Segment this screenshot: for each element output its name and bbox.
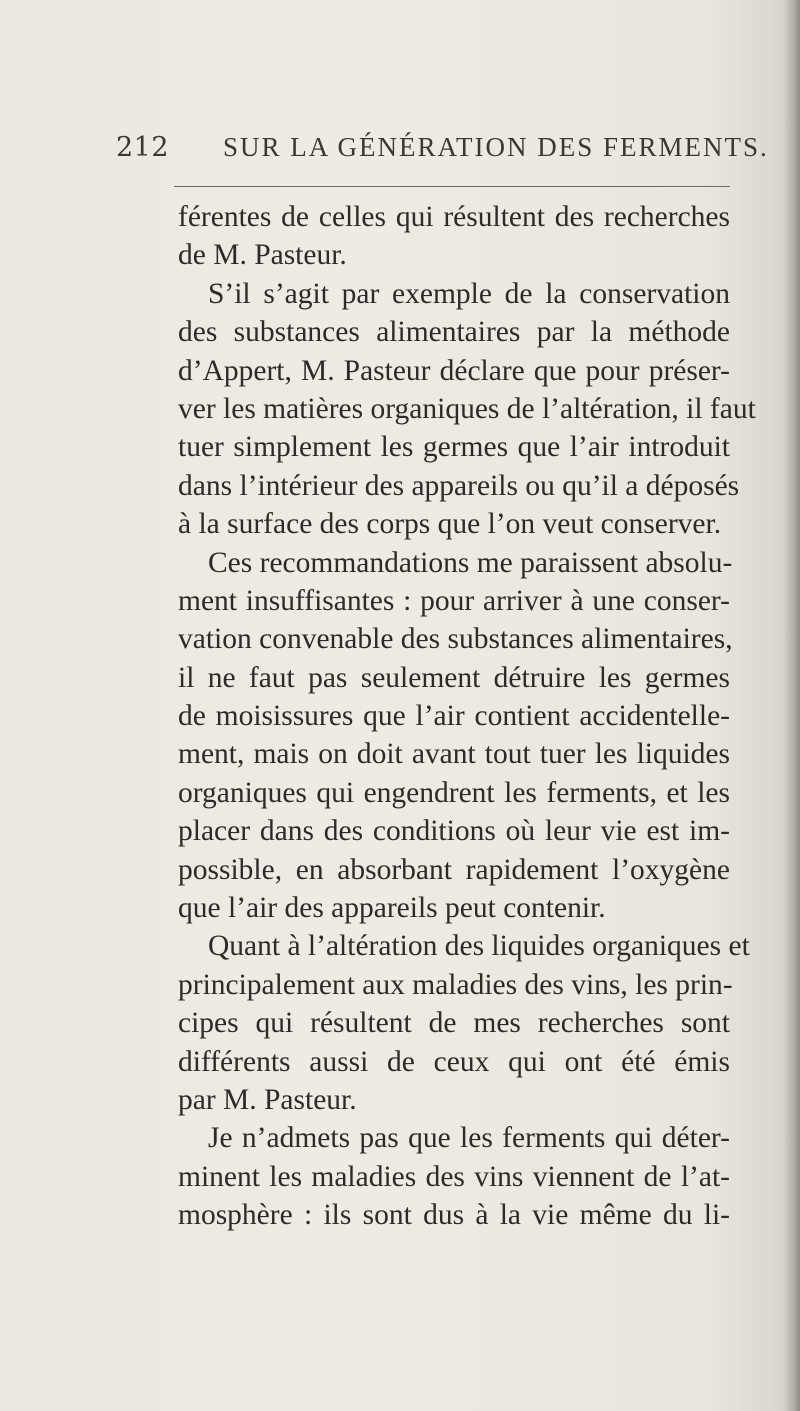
text-line: d’Appert, M. Pasteur déclare que pour préser- bbox=[178, 354, 730, 387]
text-line: S’il s’agit par exemple de la conservation bbox=[208, 277, 730, 310]
text-line: de M. Pasteur. bbox=[178, 239, 347, 272]
page-number: 212 bbox=[116, 132, 170, 163]
text-line: Je n’admets pas que les ferments qui déter- bbox=[208, 1122, 730, 1155]
text-line: différents aussi de ceux qui ont été émis bbox=[178, 1045, 730, 1078]
body-text bbox=[178, 198, 756, 1235]
text-line: vation convenable des substances alimentaires, bbox=[178, 623, 733, 656]
text-line: ment, mais on doit avant tout tuer les liquides bbox=[178, 738, 730, 771]
text-line: des substances alimentaires par la méthode bbox=[178, 316, 730, 349]
text-line: tuer simplement les germes que l’air introduit bbox=[178, 431, 730, 464]
text-line: il ne faut pas seulement détruire les germes bbox=[178, 661, 730, 694]
text-line: que l’air des appareils peut contenir. bbox=[178, 892, 606, 925]
text-line: de moisissures que l’air contient accidentelle- bbox=[178, 700, 730, 733]
text-line: cipes qui résultent de mes recherches sont bbox=[178, 1007, 730, 1040]
page-edge-shadow bbox=[784, 0, 800, 1411]
text-line: placer dans des conditions où leur vie est im- bbox=[178, 815, 730, 848]
text-line: mosphère : ils sont dus à la vie même du li- bbox=[178, 1199, 730, 1232]
running-title: SUR LA GÉNÉRATION DES FERMENTS. bbox=[223, 132, 769, 162]
header-rule bbox=[174, 186, 730, 187]
text-line: dans l’intérieur des appareils ou qu’il a déposés bbox=[178, 469, 740, 502]
text-line: minent les maladies des vins viennent de l’at- bbox=[178, 1160, 730, 1193]
page-header bbox=[116, 132, 769, 172]
text-line: organiques qui engendrent les ferments, et les bbox=[178, 776, 730, 809]
text-line: ver les matières organiques de l’altération, il faut bbox=[178, 392, 756, 425]
text-line: possible, en absorbant rapidement l’oxygène bbox=[178, 853, 730, 886]
text-line: ment insuffisantes : pour arriver à une conser- bbox=[178, 584, 730, 617]
text-line: Quant à l’altération des liquides organiques et bbox=[208, 930, 750, 963]
text-line: Ces recommandations me paraissent absolu- bbox=[208, 546, 733, 579]
text-line: principalement aux maladies des vins, les prin- bbox=[178, 968, 733, 1001]
text-line: férentes de celles qui résultent des recherches bbox=[178, 201, 730, 233]
text-line: par M. Pasteur. bbox=[178, 1083, 357, 1116]
text-line: à la surface des corps que l’on veut conserver. bbox=[178, 508, 722, 541]
